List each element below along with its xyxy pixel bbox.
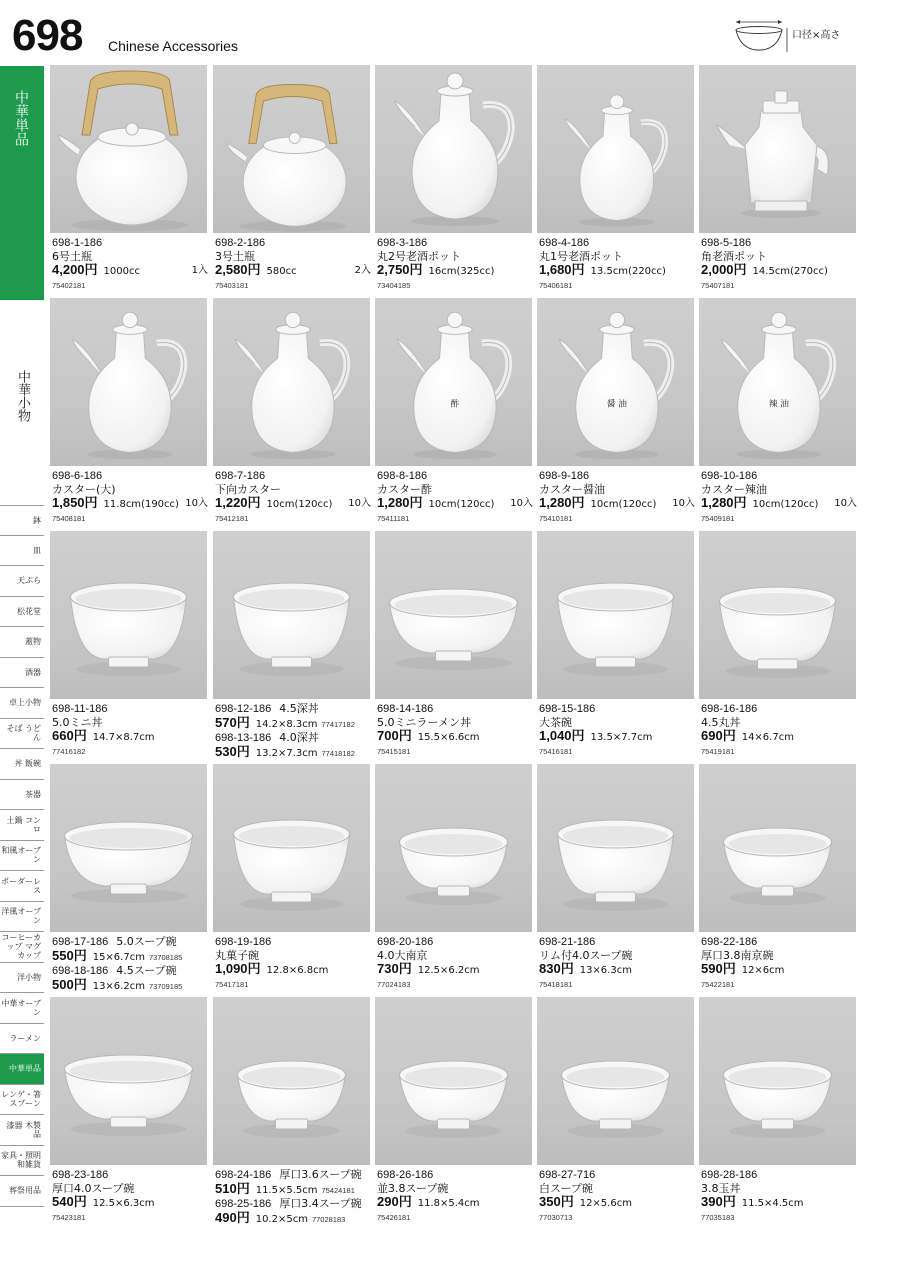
category-tab[interactable]: そば うどん xyxy=(0,719,44,750)
product-info xyxy=(52,702,212,758)
product-card xyxy=(537,764,697,994)
product-quantity: 10入 xyxy=(510,498,533,509)
product-card xyxy=(699,764,859,994)
product-price: 2,000円 xyxy=(701,262,747,277)
product-spec: 11.8×5.4cm xyxy=(417,1198,480,1209)
product-photo xyxy=(375,298,532,466)
product-spec: 16cm(325cc) xyxy=(428,266,495,277)
product-photo xyxy=(213,298,370,466)
product-name: 下向カスター xyxy=(215,483,281,496)
product-name: 白スープ碗 xyxy=(539,1182,593,1195)
product-name: リム付4.0スープ碗 xyxy=(539,949,633,962)
category-tab[interactable]: 漆器 木製品 xyxy=(0,1115,44,1146)
product-info xyxy=(215,469,375,525)
product-quantity: 1入 xyxy=(191,265,208,276)
product-price: 1,280円 xyxy=(377,495,423,510)
svg-text:醤 油: 醤 油 xyxy=(606,399,627,410)
product-info xyxy=(701,702,861,758)
product-price: 2,580円 xyxy=(215,262,261,277)
product-info xyxy=(377,1168,537,1224)
category-tab[interactable]: 皿 xyxy=(0,536,44,567)
product-sku: 75415181 xyxy=(377,747,411,756)
page-number: 698 xyxy=(12,11,83,60)
product-info xyxy=(539,236,699,292)
product-code: 698-17-186 xyxy=(52,936,109,948)
product-code: 698-23-186 xyxy=(52,1169,109,1181)
product-sku: 75422181 xyxy=(701,980,735,989)
product-sku: 77024183 xyxy=(377,980,411,989)
product-info xyxy=(377,236,537,292)
product-price: 690円 xyxy=(701,728,736,743)
product-card xyxy=(699,65,859,295)
product-sku: 75423181 xyxy=(52,1213,86,1222)
product-info xyxy=(377,702,537,758)
product-spec: 11.5×5.5cm xyxy=(255,1185,318,1196)
product-card xyxy=(50,764,210,994)
product-photo xyxy=(213,531,370,699)
product-photo xyxy=(375,531,532,699)
product-card xyxy=(50,997,210,1227)
category-tab[interactable]: 鉢 xyxy=(0,505,44,536)
category-tab[interactable]: 丼 飯碗 xyxy=(0,749,44,780)
category-tab[interactable]: 中華オーブン xyxy=(0,993,44,1024)
product-name: 丸2号老酒ポット xyxy=(377,250,461,263)
product-info xyxy=(377,469,537,525)
product-code: 698-1-186 xyxy=(52,237,103,249)
product-photo xyxy=(375,997,532,1165)
product-info xyxy=(701,236,861,292)
product-code: 698-15-186 xyxy=(539,703,596,715)
product-spec: 13×6.2cm xyxy=(92,981,145,992)
product-photo xyxy=(375,65,532,233)
product-price: 540円 xyxy=(52,1194,87,1209)
product-code: 698-25-186 xyxy=(215,1198,272,1210)
size-legend xyxy=(732,18,892,58)
product-photo xyxy=(537,531,694,699)
category-tab[interactable]: ラーメン xyxy=(0,1024,44,1055)
product-code: 698-12-186 xyxy=(215,703,272,715)
product-code: 698-14-186 xyxy=(377,703,434,715)
product-price: 500円 xyxy=(52,977,87,992)
category-tab[interactable]: レンゲ・箸 スプーン xyxy=(0,1085,44,1116)
product-photo xyxy=(50,531,207,699)
product-price: 830円 xyxy=(539,961,574,976)
product-spec: 15.5×6.6cm xyxy=(417,732,480,743)
category-tab[interactable]: 和風オーブン xyxy=(0,841,44,872)
category-tab[interactable]: 家具・照明 和雑貨 xyxy=(0,1146,44,1177)
category-tab[interactable]: 天ぷら xyxy=(0,566,44,597)
product-spec: 14.7×8.7cm xyxy=(92,732,155,743)
category-tab[interactable]: 松花堂 xyxy=(0,597,44,628)
product-price: 550円 xyxy=(52,948,87,963)
product-name: 厚口3.4スープ碗 xyxy=(279,1197,362,1210)
product-photo xyxy=(213,997,370,1165)
product-photo xyxy=(699,764,856,932)
product-sku: 77035183 xyxy=(701,1213,735,1222)
category-tab[interactable]: 中華単品 xyxy=(0,1054,44,1085)
product-card xyxy=(213,997,373,1227)
product-card xyxy=(375,531,535,761)
product-photo xyxy=(50,298,207,466)
product-card xyxy=(699,298,859,528)
product-name: 角老酒ポット xyxy=(701,250,767,263)
product-code: 698-7-186 xyxy=(215,470,266,482)
product-code: 698-19-186 xyxy=(215,936,272,948)
product-quantity: 10入 xyxy=(834,498,857,509)
product-info xyxy=(215,236,375,292)
product-name: 5.0ミニ丼 xyxy=(52,716,103,729)
category-tab[interactable]: コーヒーカップ マグカップ xyxy=(0,932,44,963)
product-sku: 77417182 xyxy=(321,720,355,729)
product-spec: 13×6.3cm xyxy=(579,965,632,976)
product-info xyxy=(52,236,212,292)
product-code: 698-28-186 xyxy=(701,1169,758,1181)
product-price: 1,280円 xyxy=(701,495,747,510)
product-price: 530円 xyxy=(215,744,250,759)
svg-text:辣 油: 辣 油 xyxy=(768,399,789,410)
product-info xyxy=(539,469,699,525)
product-name: カスター(大) xyxy=(52,483,116,496)
product-name: 4.5丸丼 xyxy=(701,716,741,729)
product-name: カスター辣油 xyxy=(701,483,767,496)
product-sku: 73709185 xyxy=(148,982,183,991)
product-name: 丸1号老酒ポット xyxy=(539,250,623,263)
product-card xyxy=(537,298,697,528)
product-sku: 75416181 xyxy=(539,747,573,756)
product-code: 698-20-186 xyxy=(377,936,434,948)
product-price: 350円 xyxy=(539,1194,574,1209)
product-sku: 75426181 xyxy=(377,1213,411,1222)
product-spec: 10cm(120cc) xyxy=(752,499,819,510)
product-sku: 75403181 xyxy=(215,281,249,290)
product-card xyxy=(375,298,535,528)
product-name: 3号土瓶 xyxy=(215,250,255,263)
category-tab[interactable]: ボーダーレス xyxy=(0,871,44,902)
sidebar-main-label: 中華単品 xyxy=(13,90,29,146)
product-price: 1,220円 xyxy=(215,495,261,510)
page-subtitle: Chinese Accessories xyxy=(108,38,238,54)
product-price: 1,040円 xyxy=(539,728,585,743)
product-sku: 75417181 xyxy=(215,980,249,989)
product-card xyxy=(213,298,373,528)
product-price: 510円 xyxy=(215,1181,250,1196)
product-code: 698-3-186 xyxy=(377,237,428,249)
product-code: 698-18-186 xyxy=(52,965,109,977)
product-info xyxy=(377,935,537,991)
bowl-dimension-icon xyxy=(732,18,790,58)
product-price: 1,090円 xyxy=(215,961,261,976)
category-index xyxy=(0,505,44,1207)
product-card xyxy=(375,65,535,295)
product-info xyxy=(701,469,861,525)
product-price: 2,750円 xyxy=(377,262,423,277)
product-code: 698-22-186 xyxy=(701,936,758,948)
product-name: 5.0ミニラーメン丼 xyxy=(377,716,471,729)
category-tab[interactable]: 洋小物 xyxy=(0,963,44,994)
product-code: 698-10-186 xyxy=(701,470,758,482)
product-photo xyxy=(699,997,856,1165)
product-code: 698-2-186 xyxy=(215,237,266,249)
product-card xyxy=(699,531,859,761)
category-tab[interactable]: 蓋物 xyxy=(0,627,44,658)
product-info xyxy=(539,702,699,758)
product-code: 698-27-716 xyxy=(539,1169,596,1181)
product-sku: 73404185 xyxy=(377,281,411,290)
product-card xyxy=(537,997,697,1227)
product-photo xyxy=(50,65,207,233)
product-price: 570円 xyxy=(215,715,250,730)
product-sku: 75419181 xyxy=(701,747,735,756)
product-price: 1,680円 xyxy=(539,262,585,277)
category-tab[interactable]: 洋風オーブン xyxy=(0,902,44,933)
product-info xyxy=(215,1168,375,1226)
product-sku: 77028183 xyxy=(311,1215,346,1224)
product-sku: 77416182 xyxy=(52,747,86,756)
product-sku: 75410181 xyxy=(539,514,573,523)
product-photo xyxy=(213,764,370,932)
product-code: 698-24-186 xyxy=(215,1169,272,1181)
product-name: 並3.8スープ碗 xyxy=(377,1182,449,1195)
product-price: 490円 xyxy=(215,1210,250,1225)
product-code: 698-11-186 xyxy=(52,703,108,715)
product-photo xyxy=(699,298,856,466)
product-spec: 14.2×8.3cm xyxy=(255,719,318,730)
product-card xyxy=(213,65,373,295)
product-spec: 12×6cm xyxy=(741,965,785,976)
product-card xyxy=(213,531,373,761)
product-price: 390円 xyxy=(701,1194,736,1209)
product-photo xyxy=(699,65,856,233)
product-price: 730円 xyxy=(377,961,412,976)
product-card xyxy=(375,764,535,994)
product-name: 6号土瓶 xyxy=(52,250,92,263)
product-card xyxy=(537,65,697,295)
product-code: 698-9-186 xyxy=(539,470,590,482)
product-card xyxy=(50,65,210,295)
product-spec: 10cm(120cc) xyxy=(266,499,333,510)
product-sku: 73708185 xyxy=(148,953,183,962)
category-tab[interactable]: 茶器 xyxy=(0,780,44,811)
product-spec: 12.5×6.2cm xyxy=(417,965,480,976)
product-name: 厚口3.8南京碗 xyxy=(701,949,774,962)
product-info xyxy=(701,935,861,991)
product-sku: 77418182 xyxy=(321,749,355,758)
product-sku: 75406181 xyxy=(539,281,573,290)
product-price: 590円 xyxy=(701,961,736,976)
product-photo xyxy=(537,997,694,1165)
product-price: 1,280円 xyxy=(539,495,585,510)
product-sku: 77030713 xyxy=(539,1213,573,1222)
product-card xyxy=(50,531,210,761)
product-code: 698-6-186 xyxy=(52,470,103,482)
product-quantity: 2入 xyxy=(354,265,371,276)
product-photo xyxy=(50,764,207,932)
product-name: 大茶碗 xyxy=(539,716,572,729)
product-card xyxy=(537,531,697,761)
category-tab[interactable]: 土鍋 コンロ xyxy=(0,810,44,841)
product-price: 290円 xyxy=(377,1194,412,1209)
product-name: 5.0スープ碗 xyxy=(116,935,177,948)
legend-label: 口径×高さ xyxy=(792,30,841,41)
product-photo xyxy=(50,997,207,1165)
category-tab[interactable]: 卓上小物 xyxy=(0,688,44,719)
product-spec: 13.5×7.7cm xyxy=(590,732,653,743)
category-tab[interactable]: 酒器 xyxy=(0,658,44,689)
category-tab[interactable]: 葬祭用品 xyxy=(0,1176,44,1207)
product-photo xyxy=(213,65,370,233)
product-spec: 13.5cm(220cc) xyxy=(590,266,666,277)
product-code: 698-13-186 xyxy=(215,732,272,744)
product-sku: 75409181 xyxy=(701,514,735,523)
product-spec: 1000cc xyxy=(103,266,140,277)
product-spec: 14.5cm(270cc) xyxy=(752,266,828,277)
sidebar-second-label: 中華小物 xyxy=(15,370,30,422)
product-quantity: 10入 xyxy=(348,498,371,509)
product-sku: 75411181 xyxy=(377,514,410,523)
product-code: 698-26-186 xyxy=(377,1169,434,1181)
product-name: 4.5深丼 xyxy=(279,702,319,715)
product-photo xyxy=(699,531,856,699)
product-name: 4.0深丼 xyxy=(279,731,319,744)
product-card xyxy=(213,764,373,994)
product-info xyxy=(539,1168,699,1224)
product-sku: 75412181 xyxy=(215,514,249,523)
product-sku: 75407181 xyxy=(701,281,735,290)
product-info xyxy=(701,1168,861,1224)
product-card xyxy=(699,997,859,1227)
product-info xyxy=(539,935,699,991)
product-spec: 580cc xyxy=(266,266,297,277)
product-spec: 13.2×7.3cm xyxy=(255,748,318,759)
product-name: 3.8玉丼 xyxy=(701,1182,741,1195)
product-card xyxy=(50,298,210,528)
product-info xyxy=(52,1168,212,1224)
product-name: 厚口4.0スープ碗 xyxy=(52,1182,135,1195)
product-info xyxy=(215,935,375,991)
product-name: 丸菓子碗 xyxy=(215,949,259,962)
svg-text:酢: 酢 xyxy=(450,399,460,410)
product-spec: 12×5.6cm xyxy=(579,1198,632,1209)
product-code: 698-5-186 xyxy=(701,237,752,249)
product-quantity: 10入 xyxy=(672,498,695,509)
product-spec: 14×6.7cm xyxy=(741,732,794,743)
product-spec: 10cm(120cc) xyxy=(428,499,495,510)
product-price: 1,850円 xyxy=(52,495,98,510)
product-spec: 10cm(120cc) xyxy=(590,499,657,510)
product-code: 698-8-186 xyxy=(377,470,428,482)
product-code: 698-16-186 xyxy=(701,703,758,715)
product-name: 4.5スープ碗 xyxy=(116,964,177,977)
product-price: 4,200円 xyxy=(52,262,98,277)
product-spec: 11.5×4.5cm xyxy=(741,1198,804,1209)
product-code: 698-21-186 xyxy=(539,936,596,948)
product-name: カスター醤油 xyxy=(539,483,605,496)
product-name: カスター酢 xyxy=(377,483,432,496)
product-name: 厚口3.6スープ碗 xyxy=(279,1168,362,1181)
product-price: 660円 xyxy=(52,728,87,743)
product-sku: 75418181 xyxy=(539,980,573,989)
product-spec: 11.8cm(190cc) xyxy=(103,499,179,510)
product-sku: 75424181 xyxy=(321,1186,355,1195)
product-code: 698-4-186 xyxy=(539,237,590,249)
product-sku: 75408181 xyxy=(52,514,86,523)
product-info xyxy=(52,935,212,993)
product-quantity: 10入 xyxy=(185,498,208,509)
product-photo xyxy=(537,298,694,466)
product-spec: 12.8×6.8cm xyxy=(266,965,329,976)
product-info xyxy=(52,469,212,525)
product-photo xyxy=(537,764,694,932)
product-photo xyxy=(375,764,532,932)
product-sku: 75402181 xyxy=(52,281,86,290)
product-price: 700円 xyxy=(377,728,412,743)
product-info xyxy=(215,702,375,760)
product-spec: 15×6.7cm xyxy=(92,952,145,963)
product-photo xyxy=(537,65,694,233)
product-card xyxy=(375,997,535,1227)
product-spec: 10.2×5cm xyxy=(255,1214,308,1225)
product-name: 4.0大南京 xyxy=(377,949,428,962)
product-spec: 12.5×6.3cm xyxy=(92,1198,155,1209)
